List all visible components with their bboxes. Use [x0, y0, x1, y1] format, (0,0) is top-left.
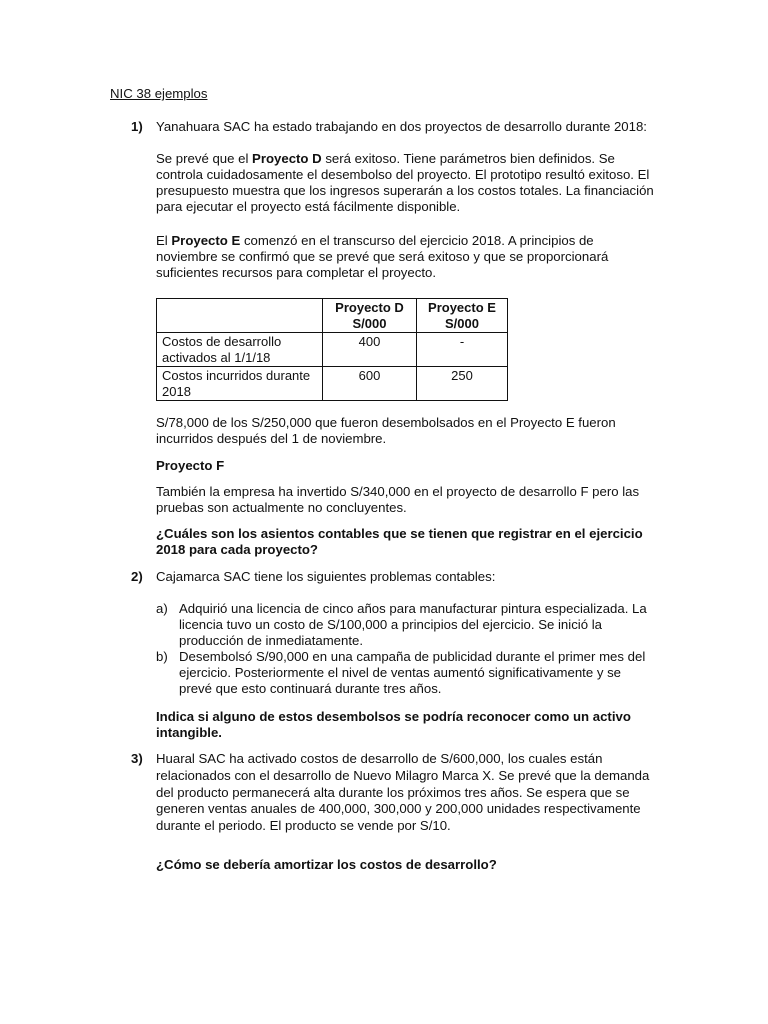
project-f-title: Proyecto F — [156, 458, 225, 473]
list-item-label: b) — [156, 649, 168, 664]
question-2-number: 2) — [131, 569, 143, 584]
project-e-note: S/78,000 de los S/250,000 que fueron desembolsados en el Proyecto E fueron incurridos después del 1 de noviembre. — [156, 415, 616, 446]
project-e-paragraph — [156, 233, 656, 281]
table-cell: 600 — [323, 367, 417, 401]
project-e-label: Proyecto E — [171, 233, 241, 248]
question-1-intro: Yanahuara SAC ha estado trabajando en dos proyectos de desarrollo durante 2018: — [156, 119, 647, 134]
question-3-text: Huaral SAC ha activado costos de desarrollo de S/600,000, los cuales están relacionados con el desarrollo de Nuevo Milagro Marca X. Se prevé que la demanda del producto permanecerá alta durante los próximos tres años. Se espera que se generen ventas anuales de 400,000, 300,000 y 200,000 unidades respectivamente durante el periodo. El producto se vende por S/10. — [156, 751, 650, 834]
question-3-prompt: ¿Cómo se debería amortizar los costos de desarrollo? — [156, 857, 497, 872]
page-title: NIC 38 ejemplos — [110, 86, 208, 101]
table-header-cell: Proyecto E S/000 — [417, 299, 508, 333]
question-2-list — [156, 601, 656, 697]
table-row — [157, 333, 508, 367]
table-cell: - — [417, 333, 508, 367]
table-row — [157, 367, 508, 401]
project-d-text-b: será exitoso. Tiene parámetros bien definidos. Se controla cuidadosamente el desembolso del proyecto. El prototipo resultó exitoso. El presupuesto muestra que los ingresos superarán a los costos totales. La financiación para ejecutar el proyecto está fácilmente disponible. — [156, 151, 654, 214]
project-e-text-a: El — [156, 233, 172, 248]
project-e-text-b: comenzó en el transcurso del ejercicio 2018. A principios de noviembre se confirmó que se prevé que será exitoso y que se proporcionará suficientes recursos para completar el proyecto. — [156, 233, 609, 280]
table-cell: 250 — [417, 367, 508, 401]
project-f-text: También la empresa ha invertido S/340,000 en el proyecto de desarrollo F pero las pruebas son actualmente no concluyentes. — [156, 484, 640, 515]
list-item — [156, 601, 656, 649]
list-item-text: Adquirió una licencia de cinco años para manufacturar pintura especializada. La licencia tuvo un costo de S/100,000 a principios del ejercicio. Se inició la producción de inmediatamente. — [179, 601, 647, 648]
list-item-label: a) — [156, 601, 168, 616]
table-cell: Costos incurridos durante 2018 — [157, 367, 323, 401]
table-cell: Costos de desarrollo activados al 1/1/18 — [157, 333, 323, 367]
question-3-number: 3) — [131, 751, 143, 766]
table-cell: 400 — [323, 333, 417, 367]
question-1-prompt: ¿Cuáles son los asientos contables que se tienen que registrar en el ejercicio 2018 para cada proyecto? — [156, 526, 643, 557]
list-item — [156, 649, 656, 697]
list-item-text: Desembolsó S/90,000 en una campaña de publicidad durante el primer mes del ejercicio. Posteriormente el nivel de ventas aumentó significativamente y se prevé que esto continuará durante tres años. — [179, 649, 646, 696]
table-header-cell: Proyecto D S/000 — [323, 299, 417, 333]
table-header-cell — [157, 299, 323, 333]
question-2-prompt: Indica si alguno de estos desembolsos se podría reconocer como un activo intangible. — [156, 709, 631, 740]
project-d-text-a: Se prevé que el — [156, 151, 253, 166]
project-d-label: Proyecto D — [252, 151, 322, 166]
question-2-intro: Cajamarca SAC tiene los siguientes problemas contables: — [156, 569, 496, 584]
project-d-paragraph — [156, 151, 656, 215]
costs-table — [156, 298, 508, 401]
question-1-number: 1) — [131, 119, 143, 134]
table-header-row — [157, 299, 508, 333]
